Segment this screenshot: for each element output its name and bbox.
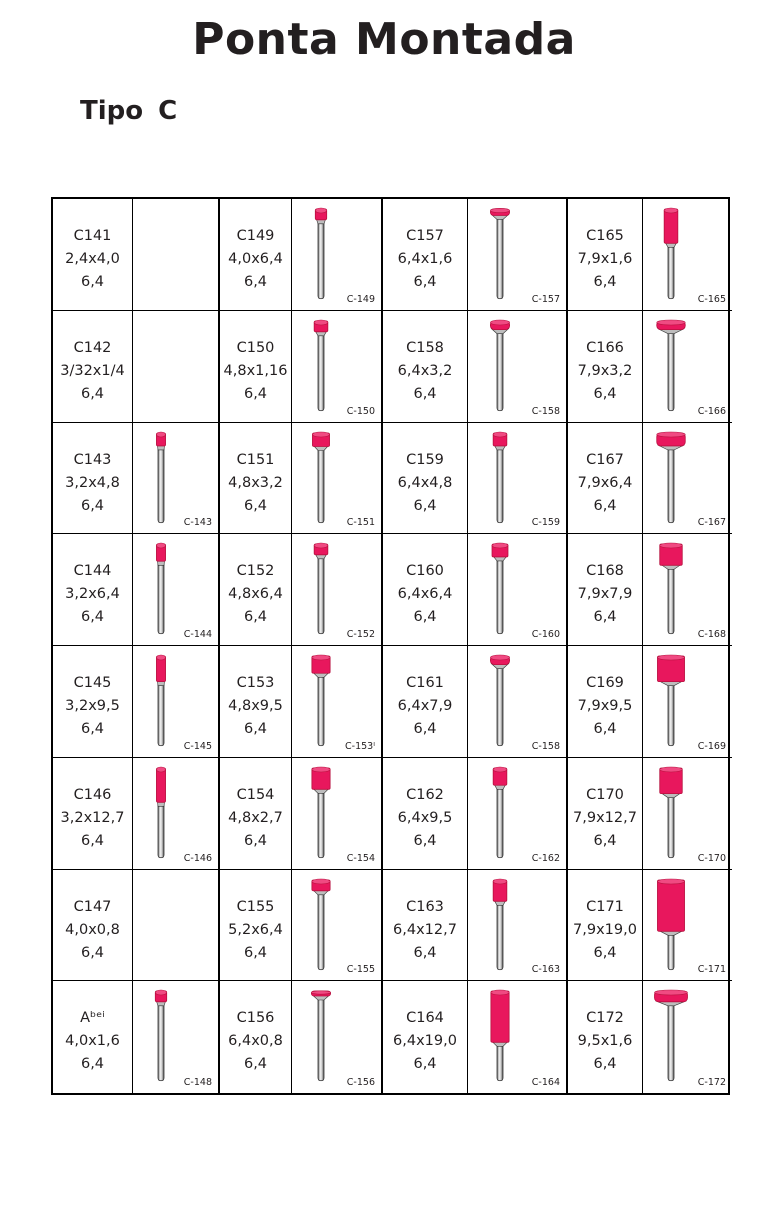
product-spec-cell <box>220 981 292 1093</box>
image-caption: C-143 <box>183 517 212 529</box>
product-image-cell <box>643 311 732 423</box>
product-spec-cell <box>220 870 292 982</box>
shank-diameter: 6,4 <box>243 274 268 290</box>
product-spec-cell <box>568 758 643 870</box>
shank-diameter: 6,4 <box>413 609 437 626</box>
product-code: C150 <box>236 339 275 356</box>
product-spec-cell <box>53 199 133 311</box>
head-top-mark <box>492 543 508 548</box>
image-caption: C-163 <box>531 964 560 976</box>
head-top-mark <box>657 879 684 884</box>
product-code: C170 <box>586 786 624 803</box>
product-size: 7,9x19,0 <box>573 921 637 938</box>
shank-diameter: 6,4 <box>80 385 105 402</box>
shank-diameter: 6,4 <box>593 274 617 290</box>
product-size: 6,4x19,0 <box>393 1033 457 1050</box>
shank-mark <box>497 1042 503 1081</box>
product-spec-cell <box>568 534 643 646</box>
head-top-mark <box>312 879 330 884</box>
product-code: C145 <box>73 675 112 691</box>
product-code: C156 <box>236 1010 275 1027</box>
shank-mark <box>668 930 674 969</box>
product-code: C169 <box>586 675 624 691</box>
product-size: 4,0x0,8 <box>65 921 120 938</box>
product-spec-cell <box>220 758 292 870</box>
product-size: 4,8x1,16 <box>223 362 288 379</box>
product-code: C161 <box>406 675 444 691</box>
product-code: C159 <box>406 451 444 468</box>
product-code: C172 <box>586 1010 624 1027</box>
product-image-cell <box>643 199 732 311</box>
product-size: 3,2x9,5 <box>65 698 120 714</box>
product-size: 9,5x1,6 <box>577 1033 633 1050</box>
product-spec-cell <box>53 534 133 646</box>
product-code: C141 <box>73 228 112 244</box>
head-top-mark <box>314 543 328 548</box>
image-caption: C-170 <box>697 852 726 864</box>
product-spec-cell <box>383 423 468 535</box>
image-caption: C-150 <box>346 405 375 417</box>
product-spec-cell <box>383 646 468 758</box>
head-top-mark <box>657 320 686 325</box>
shank-diameter: 6,4 <box>243 497 268 514</box>
product-image-cell <box>468 311 568 423</box>
product-size: 7,9x6,4 <box>577 474 633 491</box>
head-top-mark <box>493 432 507 437</box>
product-image-cell <box>292 870 383 982</box>
product-size: 4,0x6,4 <box>228 251 283 267</box>
shank-diameter: 6,4 <box>80 1056 105 1073</box>
product-size: 4,8x3,2 <box>228 474 283 491</box>
image-caption: C-153ᴵ <box>345 740 375 752</box>
product-size: 4,0x1,6 <box>65 1033 120 1050</box>
shank-diameter: 6,4 <box>243 832 268 849</box>
page-title: Ponta Montada <box>192 14 576 65</box>
shank-diameter: 6,4 <box>413 721 437 737</box>
product-spec-cell <box>220 423 292 535</box>
shank-diameter: 6,4 <box>243 944 268 961</box>
image-caption: C-172 <box>697 1077 726 1088</box>
shank-diameter: 6,4 <box>593 944 617 961</box>
head-top-mark <box>312 767 330 772</box>
shank-diameter: 6,4 <box>80 944 105 961</box>
product-size: 6,4x9,5 <box>397 809 453 826</box>
image-caption: C-158 <box>531 405 560 417</box>
product-image-cell <box>643 423 732 535</box>
product-spec-cell <box>568 646 643 758</box>
product-spec-cell <box>220 311 292 423</box>
product-spec-cell <box>383 758 468 870</box>
product-spec-cell <box>53 646 133 758</box>
image-caption: C-168 <box>697 629 726 640</box>
product-size: 6,4x7,9 <box>397 698 453 714</box>
product-spec-cell <box>53 311 133 423</box>
shank-mark <box>497 214 503 298</box>
product-table <box>51 197 730 1095</box>
shank-diameter: 6,4 <box>413 385 437 402</box>
shank-mark <box>668 242 674 298</box>
shank-mark <box>497 664 503 746</box>
product-image-cell <box>643 981 732 1093</box>
head-top-mark <box>660 767 683 772</box>
product-size: 7,9x9,5 <box>577 698 633 714</box>
product-code: C171 <box>586 898 624 915</box>
shank-diameter: 6,4 <box>80 497 105 514</box>
shank-diameter: 6,4 <box>243 1056 268 1073</box>
shank-diameter: 6,4 <box>593 832 617 849</box>
product-spec-cell <box>383 311 468 423</box>
shank-mark <box>318 995 324 1081</box>
shank-diameter: 6,4 <box>413 497 437 514</box>
product-spec-cell <box>220 534 292 646</box>
shank-mark <box>318 889 324 969</box>
product-code: C143 <box>73 451 112 468</box>
image-caption: C-148 <box>183 1077 212 1088</box>
product-code: C144 <box>73 563 112 580</box>
product-image-cell <box>133 870 220 982</box>
product-image-cell <box>643 758 732 870</box>
shank-mark <box>158 561 164 634</box>
product-code: C157 <box>406 228 444 244</box>
image-caption: C-164 <box>531 1077 560 1088</box>
shank-diameter: 6,4 <box>413 274 437 290</box>
product-image-cell <box>292 646 383 758</box>
shank-mark <box>158 801 164 857</box>
head-top-mark <box>312 432 329 437</box>
product-spec-cell <box>53 423 133 535</box>
product-image-cell <box>133 311 220 423</box>
image-caption: C-151 <box>346 517 375 529</box>
product-size: 3/32x1/4 <box>60 362 125 379</box>
image-caption: C-158 <box>531 740 560 752</box>
head-top-mark <box>155 990 166 995</box>
product-code: C146 <box>73 786 112 803</box>
product-image-cell <box>468 870 568 982</box>
shank-mark <box>668 1001 674 1081</box>
shank-mark <box>158 444 164 522</box>
shank-mark <box>668 565 674 634</box>
product-spec-cell <box>383 870 468 982</box>
product-code: C153 <box>236 675 275 691</box>
head-top-mark <box>657 655 684 660</box>
product-code: C142 <box>73 339 112 356</box>
product-code: C163 <box>406 898 444 915</box>
head-top-mark <box>156 655 165 660</box>
product-spec-cell <box>568 199 643 311</box>
product-spec-cell <box>383 534 468 646</box>
image-caption: C-169 <box>697 740 726 752</box>
product-image-cell <box>292 758 383 870</box>
product-size: 3,2x12,7 <box>60 809 125 826</box>
product-code: C160 <box>406 563 444 580</box>
image-caption: C-155 <box>346 964 375 976</box>
product-image-cell <box>468 646 568 758</box>
product-image-cell <box>468 758 568 870</box>
shank-mark <box>668 681 674 746</box>
product-code: C168 <box>586 563 624 580</box>
product-image-cell <box>292 981 383 1093</box>
image-caption: C-159 <box>531 517 560 529</box>
shank-mark <box>318 788 324 857</box>
product-image-cell <box>643 646 732 758</box>
shank-mark <box>158 1001 164 1081</box>
head-top-mark <box>156 432 165 437</box>
product-code: C147 <box>73 898 112 915</box>
shank-diameter: 6,4 <box>413 1056 437 1073</box>
product-image-cell <box>643 870 732 982</box>
product-image-cell <box>468 981 568 1093</box>
product-code: C154 <box>236 786 275 803</box>
product-code: C166 <box>586 339 624 356</box>
shank-mark <box>497 900 503 969</box>
product-size: 6,4x4,8 <box>397 474 453 491</box>
shank-diameter: 6,4 <box>243 609 268 626</box>
product-size: 6,4x3,2 <box>397 362 453 379</box>
product-code: C152 <box>236 563 275 580</box>
shank-diameter: 6,4 <box>593 609 617 626</box>
image-caption: C-160 <box>531 629 560 640</box>
product-spec-cell <box>53 758 133 870</box>
product-code: C167 <box>586 451 624 468</box>
head-top-mark <box>315 208 326 213</box>
shank-mark <box>668 328 674 410</box>
product-size: 4,8x6,4 <box>228 586 283 603</box>
shank-mark <box>318 331 324 411</box>
head-top-mark <box>664 208 678 213</box>
product-code: C162 <box>406 786 444 803</box>
image-caption: C-167 <box>697 517 726 529</box>
shank-mark <box>158 681 164 746</box>
shank-diameter: 6,4 <box>243 385 268 402</box>
head-top-mark <box>311 991 330 994</box>
shank-mark <box>668 792 674 857</box>
product-size: 6,4x1,6 <box>397 251 453 267</box>
product-size: 7,9x12,7 <box>573 809 637 826</box>
head-top-mark <box>657 432 686 437</box>
image-caption: C-149 <box>346 293 375 305</box>
product-code: C165 <box>586 228 624 244</box>
product-spec-cell <box>568 981 643 1093</box>
shank-diameter: 6,4 <box>593 1056 617 1073</box>
shank-mark <box>318 672 324 745</box>
abrasive-head-mark <box>491 991 509 1042</box>
shank-diameter: 6,4 <box>413 832 437 849</box>
image-caption: C-165 <box>697 293 726 305</box>
product-size: 7,9x3,2 <box>577 362 633 379</box>
shank-diameter: 6,4 <box>80 274 105 290</box>
product-size: 6,4x12,7 <box>393 921 457 938</box>
shank-mark <box>318 554 324 634</box>
shank-mark <box>497 444 503 522</box>
product-spec-cell <box>568 870 643 982</box>
head-top-mark <box>156 767 165 772</box>
product-image-cell <box>292 199 383 311</box>
shank-mark <box>497 556 503 634</box>
head-top-mark <box>491 990 509 995</box>
head-top-mark <box>314 320 328 325</box>
product-size: 6,4x6,4 <box>397 586 453 603</box>
product-spec-cell <box>220 199 292 311</box>
product-code: C151 <box>236 451 275 468</box>
shank-diameter: 6,4 <box>243 721 268 737</box>
product-code: C158 <box>406 339 444 356</box>
product-size: 4,8x9,5 <box>228 698 283 714</box>
image-caption: C-146 <box>183 852 212 864</box>
shank-diameter: 6,4 <box>80 721 105 737</box>
image-caption: C-152 <box>346 629 375 640</box>
product-size: 3,2x4,8 <box>65 474 120 491</box>
shank-mark <box>497 328 503 410</box>
product-image-cell <box>468 423 568 535</box>
product-image-cell <box>133 981 220 1093</box>
product-size: 2,4x4,0 <box>65 251 120 267</box>
product-size: 6,4x0,8 <box>228 1033 283 1050</box>
image-caption: C-162 <box>531 852 560 864</box>
product-size: 7,9x7,9 <box>577 586 633 603</box>
head-top-mark <box>156 543 165 548</box>
product-image-cell <box>133 199 220 311</box>
shank-diameter: 6,4 <box>80 609 105 626</box>
product-image-cell <box>292 423 383 535</box>
section-subtitle: Tipo C <box>80 96 178 126</box>
shank-mark <box>318 219 324 299</box>
abrasive-head-mark <box>156 768 165 802</box>
head-top-mark <box>490 655 509 660</box>
product-spec-cell <box>53 870 133 982</box>
image-caption: C-154 <box>346 852 375 864</box>
product-image-cell <box>468 534 568 646</box>
product-spec-cell <box>383 981 468 1093</box>
head-top-mark <box>493 767 507 772</box>
product-size: 3,2x6,4 <box>65 586 120 603</box>
product-spec-cell <box>568 311 643 423</box>
abrasive-head-mark <box>664 209 678 243</box>
head-top-mark <box>490 320 509 325</box>
product-code: C164 <box>406 1010 444 1027</box>
head-top-mark <box>655 990 688 995</box>
product-spec-cell <box>383 199 468 311</box>
image-caption: C-156 <box>346 1077 375 1088</box>
product-code: C149 <box>236 228 275 244</box>
head-top-mark <box>490 208 509 212</box>
product-image-cell <box>133 534 220 646</box>
shank-diameter: 6,4 <box>413 944 437 961</box>
product-image-cell <box>133 423 220 535</box>
head-top-mark <box>312 655 330 660</box>
shank-mark <box>318 445 324 522</box>
product-code: Aᵇᵉⁱ <box>80 1010 105 1027</box>
product-image-cell <box>133 646 220 758</box>
image-caption: C-144 <box>183 629 212 640</box>
shank-diameter: 6,4 <box>80 832 105 849</box>
image-caption: C-145 <box>183 740 212 752</box>
product-image-cell <box>133 758 220 870</box>
product-image-cell <box>292 534 383 646</box>
product-image-cell <box>292 311 383 423</box>
product-code: C155 <box>236 898 275 915</box>
product-spec-cell <box>568 423 643 535</box>
shank-diameter: 6,4 <box>593 385 617 402</box>
shank-diameter: 6,4 <box>593 721 617 737</box>
product-spec-cell <box>53 981 133 1093</box>
head-top-mark <box>660 543 683 548</box>
image-caption: C-171 <box>697 964 726 976</box>
product-spec-cell <box>220 646 292 758</box>
product-image-cell <box>643 534 732 646</box>
shank-diameter: 6,4 <box>593 497 617 514</box>
product-size: 5,2x6,4 <box>228 921 283 938</box>
image-caption: C-166 <box>697 405 726 417</box>
shank-mark <box>668 444 674 522</box>
product-size: 4,8x2,7 <box>228 809 283 826</box>
head-top-mark <box>493 879 507 884</box>
image-caption: C-157 <box>531 293 560 305</box>
product-image-cell <box>468 199 568 311</box>
product-size: 7,9x1,6 <box>577 251 633 267</box>
shank-mark <box>497 784 503 857</box>
abrasive-head-mark <box>657 880 684 931</box>
